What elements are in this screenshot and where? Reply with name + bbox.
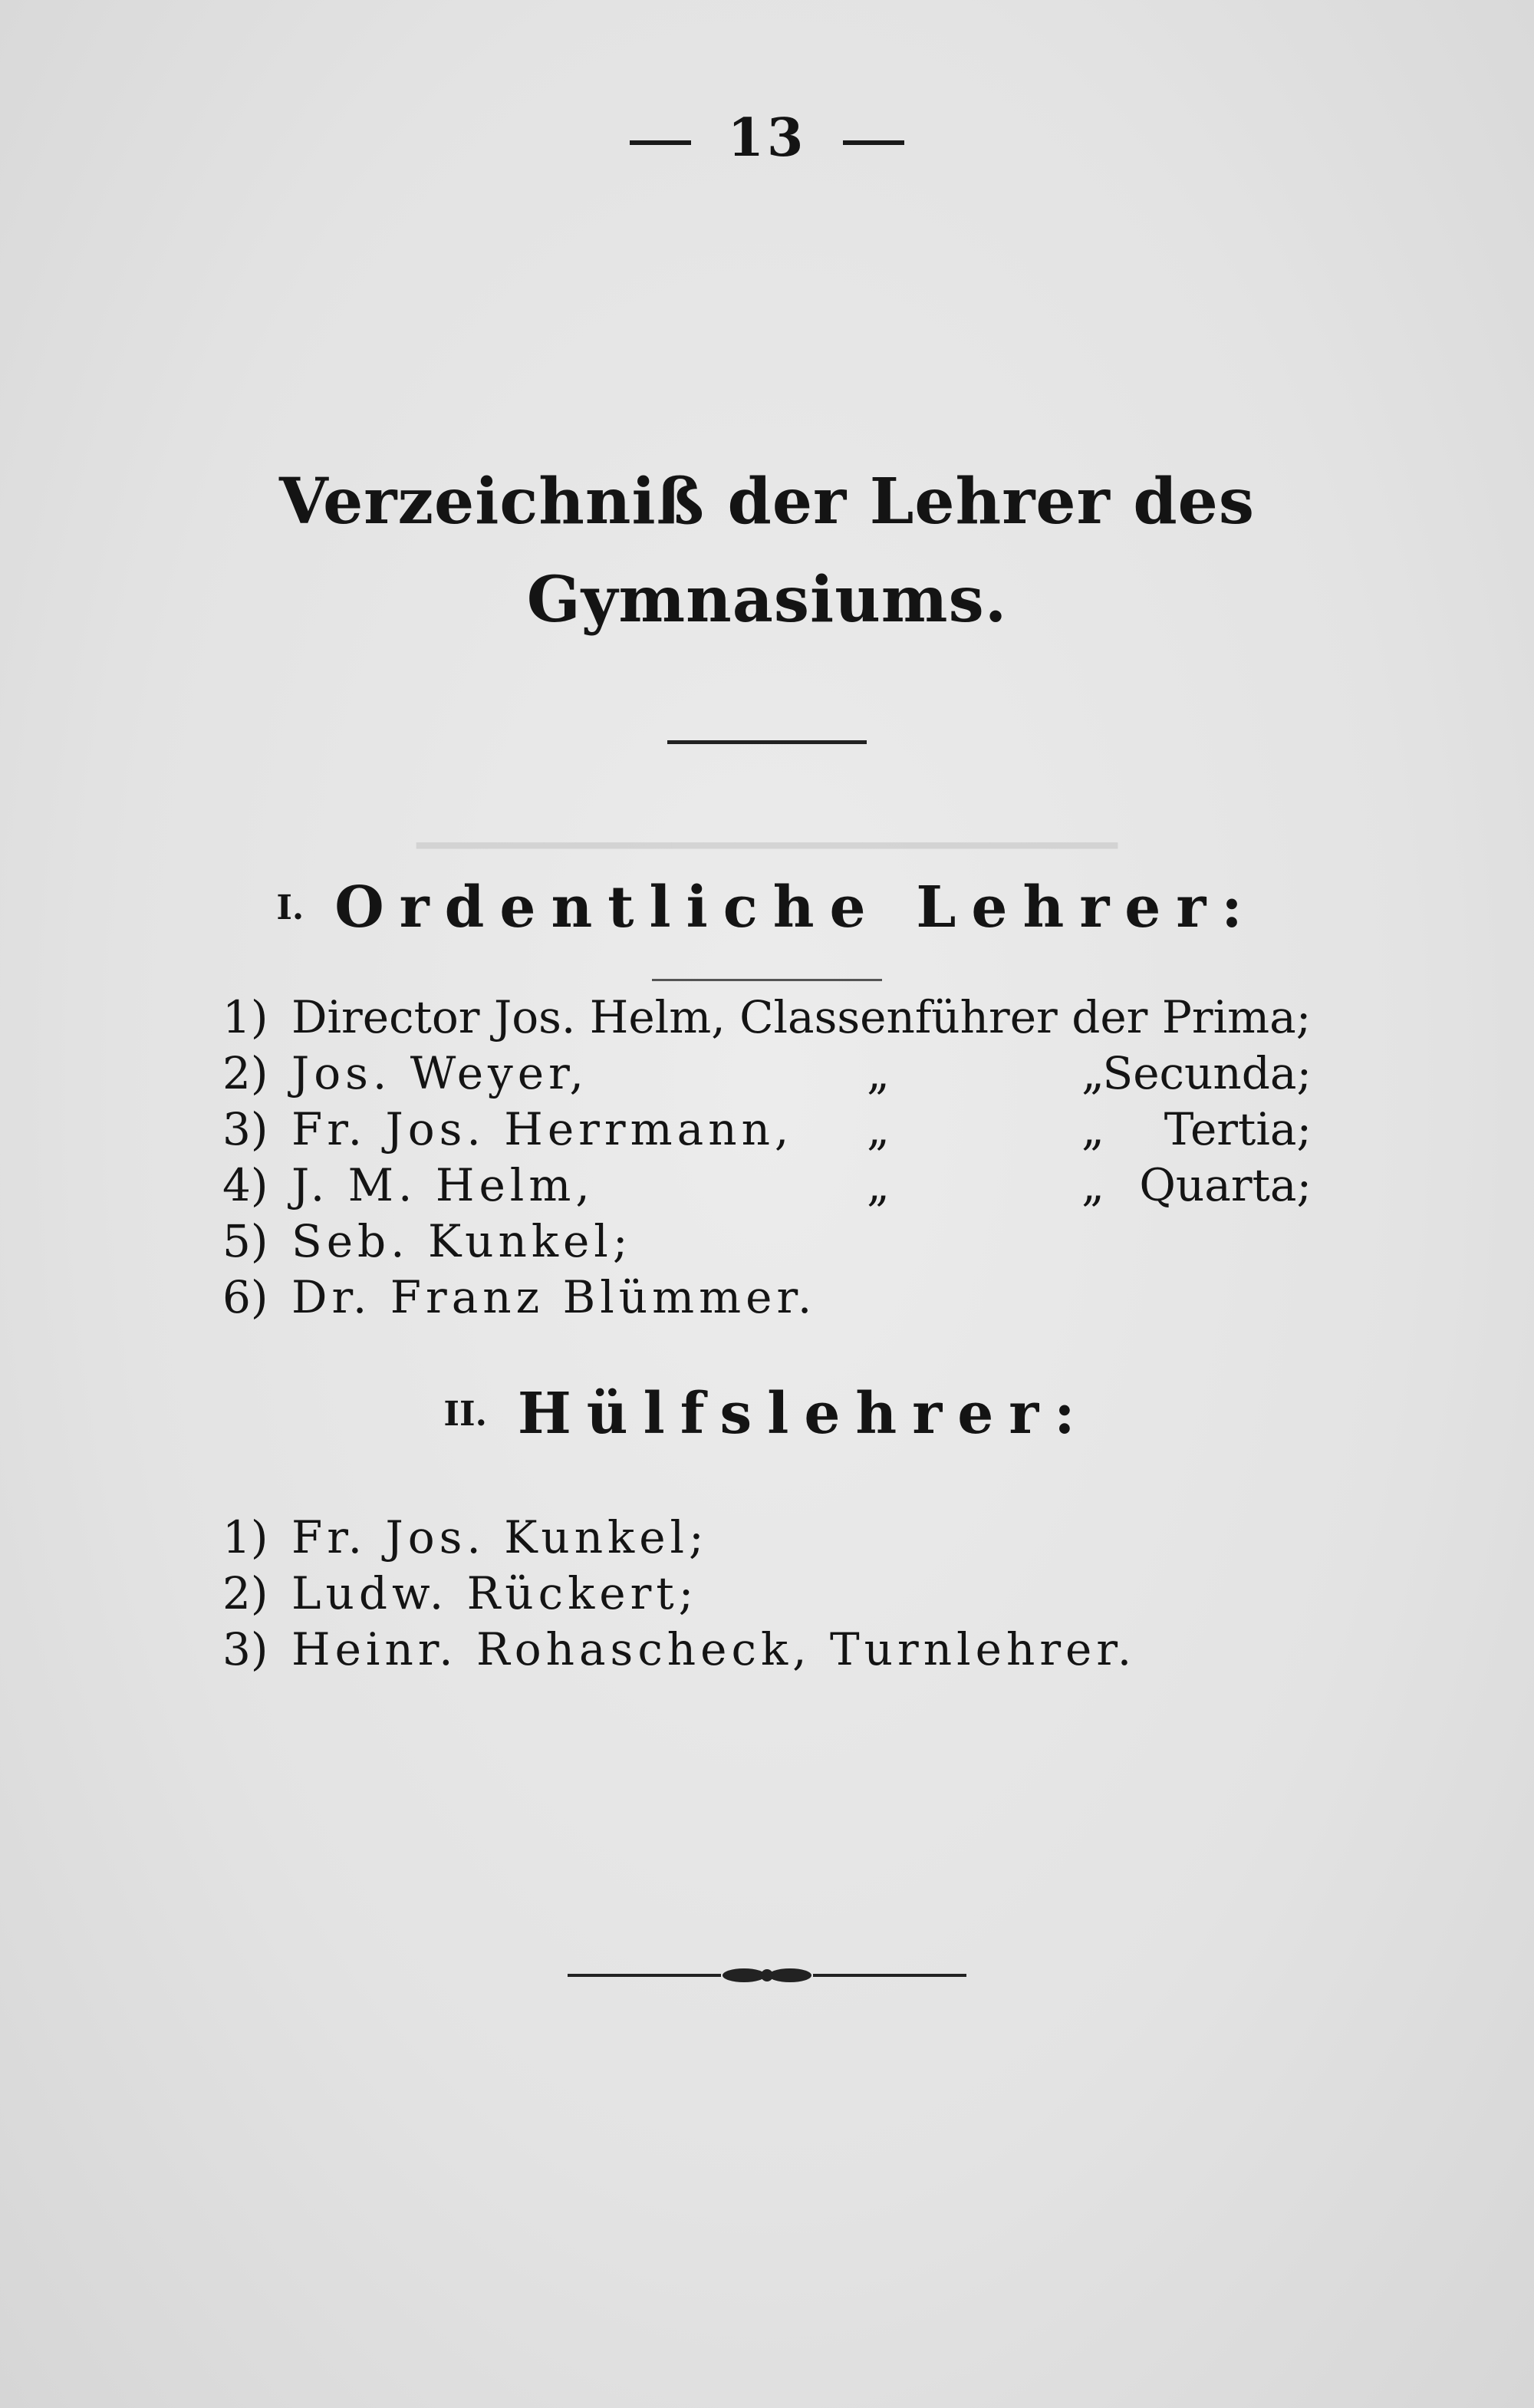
- list-item: 6) Dr. Franz Blümmer.: [222, 1271, 817, 1323]
- page-number-line: [0, 107, 1534, 169]
- teacher-list-huelfslehrer: [222, 1510, 1312, 1678]
- teacher-name: Fr. Jos. Kunkel;: [291, 1511, 709, 1563]
- page-number: 13: [727, 107, 807, 169]
- section-heading-ordentliche: [0, 875, 1534, 940]
- ditto-mark: „: [867, 1103, 890, 1155]
- teacher-name: Director Jos. Helm, Classenführer der Prima;: [291, 991, 1312, 1043]
- section-heading-huelfslehrer: [0, 1381, 1534, 1447]
- title-rule: [667, 740, 867, 744]
- teacher-name: Ludw. Rückert;: [291, 1567, 699, 1619]
- list-item: 2) Jos. Weyer, „ „ Secunda;: [222, 1046, 1312, 1102]
- ditto-mark: „: [867, 1159, 890, 1211]
- ditto-mark: „: [1081, 1047, 1105, 1099]
- teacher-name: Fr. Jos. Herrmann,: [291, 1103, 794, 1155]
- page-number-dash-left: [630, 140, 691, 145]
- ditto-mark: „: [1081, 1103, 1105, 1155]
- title-line-2: Gymnasiums.: [526, 563, 1008, 637]
- title-line-1: Verzeichniß der Lehrer des: [278, 465, 1255, 539]
- page-number-dash-right: [843, 140, 904, 145]
- teacher-name: Seb. Kunkel;: [291, 1215, 633, 1267]
- ditto-mark: „: [1081, 1159, 1105, 1211]
- page-title: [0, 453, 1534, 649]
- teacher-name: Jos. Weyer,: [291, 1047, 588, 1099]
- list-item: 5) Seb. Kunkel;: [222, 1215, 633, 1267]
- ditto-mark: „: [867, 1047, 890, 1099]
- teacher-name: Heinr. Rohascheck, Turnlehrer.: [291, 1623, 1137, 1675]
- list-item: 3) Heinr. Rohascheck, Turnlehrer.: [222, 1623, 1137, 1675]
- list-item: 1) Director Jos. Helm, Classenführer der Prima;: [222, 991, 1312, 1043]
- class-name: Tertia;: [1164, 1103, 1312, 1155]
- section-numeral-2: II.: [443, 1394, 487, 1434]
- list-item: 1) Fr. Jos. Kunkel;: [222, 1511, 709, 1563]
- decorative-ornament-rule: [568, 1964, 966, 1987]
- list-item: 2) Ludw. Rückert;: [222, 1567, 699, 1619]
- bleed-through-texture: ▁▁▁▁▁▁▁▁▁▁▁▁▁▁▁▁▁▁▁▁▁▁: [416, 800, 1118, 848]
- teacher-list-ordentliche: [222, 990, 1312, 1326]
- section-title-1: Ordentliche Lehrer:: [334, 875, 1258, 940]
- section-title-2: Hülfslehrer:: [517, 1381, 1091, 1447]
- list-item: 3) Fr. Jos. Herrmann, „ „ Tertia;: [222, 1102, 1312, 1158]
- class-name: Quarta;: [1139, 1159, 1312, 1211]
- list-item: 4) J. M. Helm, „ „ Quarta;: [222, 1158, 1312, 1214]
- section-numeral-1: I.: [276, 888, 304, 927]
- class-name: Secunda;: [1102, 1047, 1312, 1099]
- teacher-name: J. M. Helm,: [291, 1159, 594, 1211]
- section-rule: [652, 979, 882, 981]
- teacher-name: Dr. Franz Blümmer.: [291, 1271, 817, 1323]
